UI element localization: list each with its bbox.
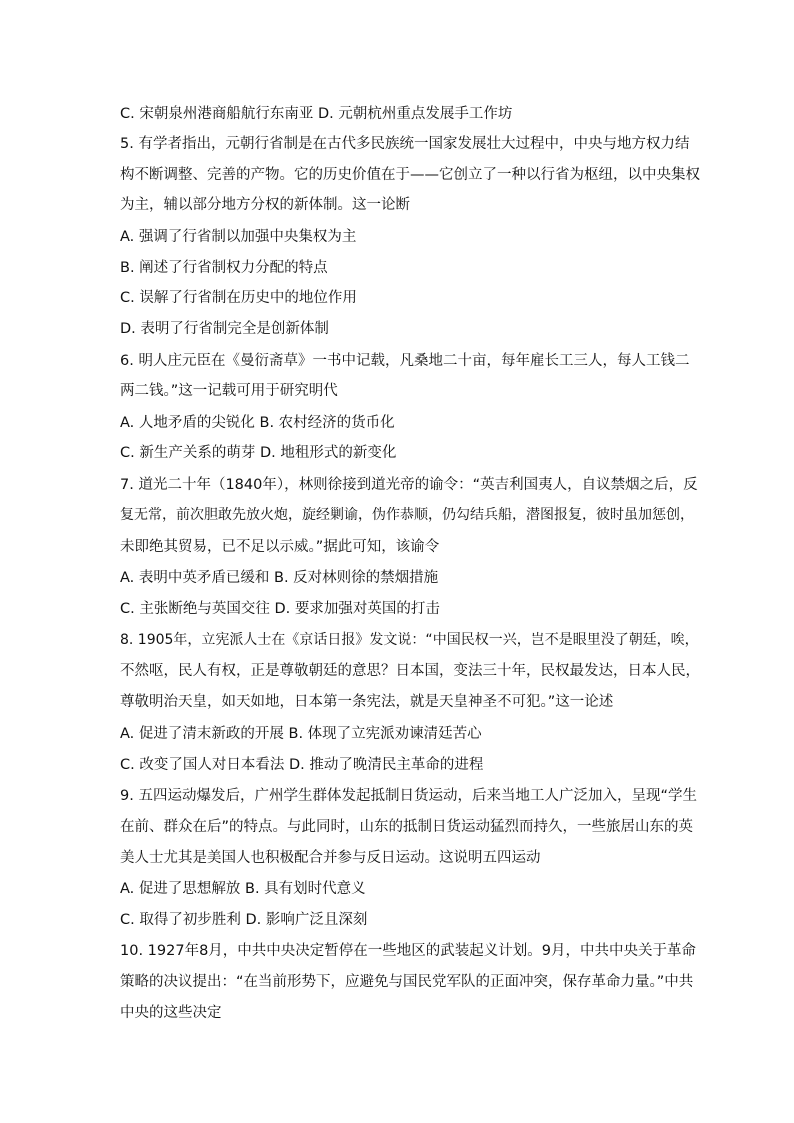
text-line: 7. 道光二十年（1840年），林则徐接到道光帝的谕令：“英吉利国夷人，自议禁烟之后，反 — [120, 477, 698, 493]
text-line: 两二钱。”这一记载可用于研究明代 — [120, 383, 338, 399]
text-line: B. 阐述了行省制权力分配的特点 — [120, 260, 328, 276]
text-line: 在前、群众在后”的特点。与此同时，山东的抵制日货运动猛烈而持久，一些旅居山东的英 — [120, 819, 694, 835]
text-line: C. 主张断绝与英国交往 D. 要求加强对英国的打击 — [120, 601, 440, 617]
text-line: A. 强调了行省制以加强中央集权为主 — [120, 229, 357, 245]
text-line: 9. 五四运动爆发后，广州学生群体发起抵制日货运动，后来当地工人广泛加入，呈现“学生 — [120, 788, 697, 804]
text-line: 构不断调整、完善的产物。它的历史价值在于——它创立了一种以行省为枢纽，以中央集权 — [120, 167, 700, 183]
text-line: C. 改变了国人对日本看法 D. 推动了晚清民主革命的进程 — [120, 757, 484, 773]
text-line: 6. 明人庄元臣在《曼衍斋草》一书中记载，凡桑地二十亩，每年雇长工三人，每人工钱二 — [120, 353, 690, 369]
text-line: C. 误解了行省制在历史中的地位作用 — [120, 290, 357, 306]
text-line: 不然呕，民人有权，正是尊敬朝廷的意思？日本国，变法三十年，民权最发达，日本人民， — [120, 663, 700, 679]
text-line: 8. 1905年，立宪派人士在《京话日报》发文说：“中国民权一兴，岂不是眼里没了朝廷，唉， — [120, 632, 699, 648]
text-line: 策略的决议提出：“在当前形势下，应避免与国民党军队的正面冲突，保存革命力量。”中共 — [120, 974, 694, 990]
text-line: D. 表明了行省制完全是创新体制 — [120, 321, 329, 337]
text-line: A. 人地矛盾的尖锐化 B. 农村经济的货币化 — [120, 415, 395, 431]
text-line: A. 促进了思想解放 B. 具有划时代意义 — [120, 881, 366, 897]
text-line: 复无常，前次胆敢先放火炮，旋经剿谕，伪作恭顺，仍勾结兵船，潜图报复，彼时虽加惩创， — [120, 507, 694, 523]
text-line: 中央的这些决定 — [120, 1005, 222, 1021]
text-line: C. 取得了初步胜利 D. 影响广泛且深刻 — [120, 912, 368, 928]
text-line: A. 表明中英矛盾已缓和 B. 反对林则徐的禁烟措施 — [120, 570, 439, 586]
text-line: 5. 有学者指出，元朝行省制是在古代多民族统一国家发展壮大过程中，中央与地方权力结 — [120, 136, 690, 152]
text-line: C. 宋朝泉州港商船航行东南亚 D. 元朝杭州重点发展手工作坊 — [120, 106, 513, 122]
text-line: 未即绝其贸易，已不足以示威。”据此可知，该谕令 — [120, 539, 440, 555]
text-line: 美人士尤其是美国人也积极配合并参与反日运动。这说明五四运动 — [120, 850, 541, 866]
text-line: 为主，辅以部分地方分权的新体制。这一论断 — [120, 197, 410, 213]
text-line: A. 促进了清末新政的开展 B. 体现了立宪派劝谏清廷苦心 — [120, 726, 482, 742]
text-line: C. 新生产关系的萌芽 D. 地租形式的新变化 — [120, 445, 397, 461]
text-line: 10. 1927年8月，中共中央决定暂停在一些地区的武装起义计划。9月，中共中央关于革命 — [120, 943, 697, 959]
text-line: 尊敬明治天皇，如天如地，日本第一条宪法，就是天皇神圣不可犯。”这一论述 — [120, 694, 614, 710]
